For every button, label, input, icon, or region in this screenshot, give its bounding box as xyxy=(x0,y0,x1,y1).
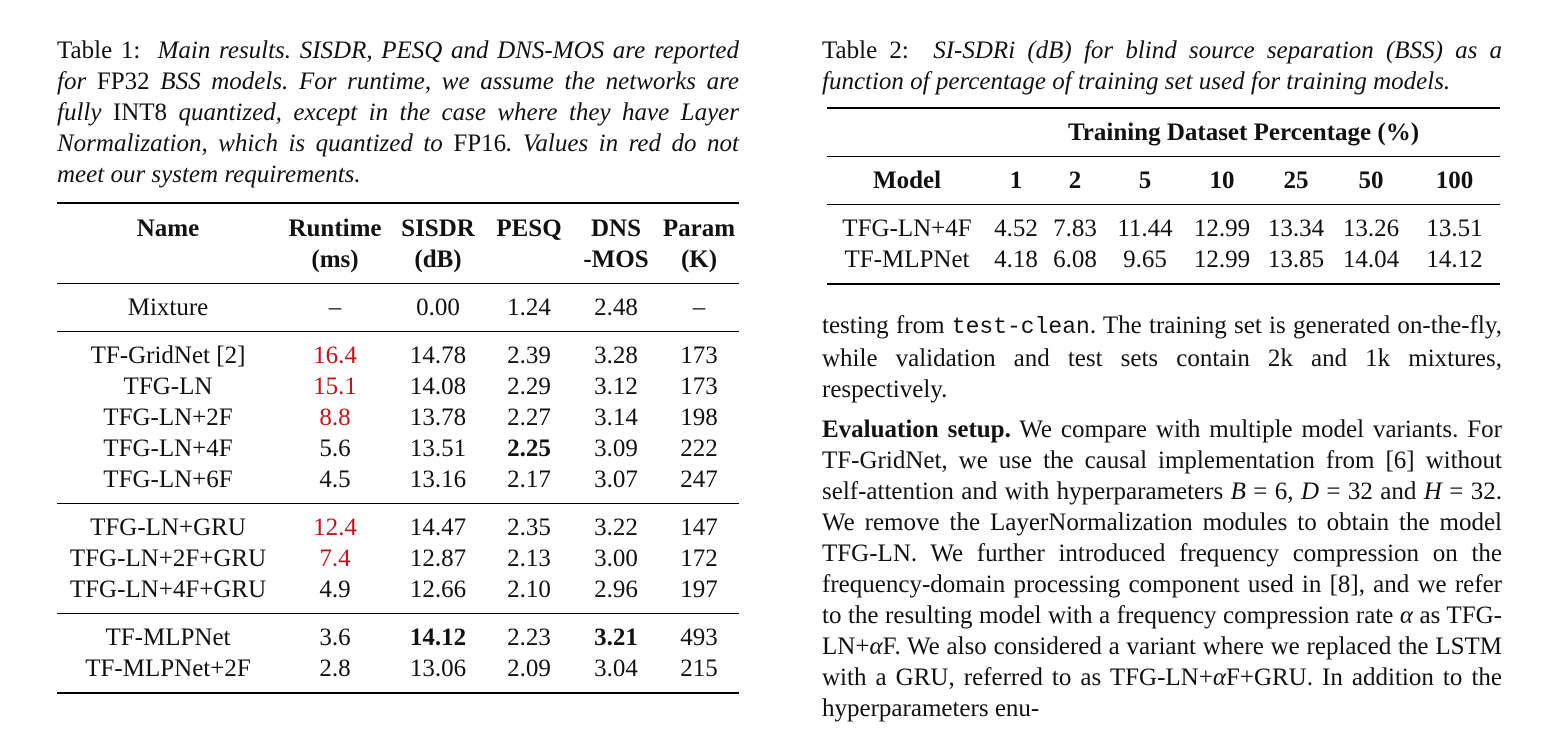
body-text xyxy=(822,310,1502,733)
cell-runtime: 12.4 xyxy=(313,514,357,541)
cell-sisdr: 14.08 xyxy=(409,373,467,400)
cell-pesq: 2.17 xyxy=(507,466,551,493)
table2-col-header: 2 xyxy=(1068,167,1082,194)
evaluation-setup-heading: Evaluation setup. xyxy=(822,416,1011,443)
cell-pesq: 2.27 xyxy=(507,404,551,431)
table-row xyxy=(57,543,739,574)
cell-param: 173 xyxy=(680,373,718,400)
cell-sisdr: 14.12 xyxy=(409,624,467,651)
right-column xyxy=(822,0,1503,722)
cell-dnsmos: 3.09 xyxy=(594,435,638,462)
cell-param: 172 xyxy=(680,545,718,572)
cell-name: TFG-LN+6F xyxy=(103,466,233,493)
cell-runtime: 3.6 xyxy=(319,624,351,651)
cell-value: 12.99 xyxy=(1193,215,1251,242)
table2-col-header: 25 xyxy=(1283,167,1309,194)
cell-name: TFG-LN+4F xyxy=(103,435,233,462)
table-row xyxy=(57,504,739,544)
table2-model-spacer xyxy=(827,108,987,157)
cell-dnsmos: 2.96 xyxy=(594,576,638,603)
cell-param: 197 xyxy=(680,576,718,603)
cell-dnsmos: 3.12 xyxy=(594,373,638,400)
cell-dnsmos: 3.28 xyxy=(594,342,638,369)
cell-runtime: 16.4 xyxy=(313,342,357,369)
cell-value: 12.99 xyxy=(1193,246,1251,273)
cell-dnsmos: 3.22 xyxy=(594,514,638,541)
cell-param: 198 xyxy=(680,404,718,431)
table-row xyxy=(57,614,739,654)
cell-value: 14.04 xyxy=(1342,246,1400,273)
col-header-name: Name xyxy=(136,215,200,242)
cell-runtime: – xyxy=(328,294,342,321)
cell-name: TFG-LN+2F xyxy=(103,404,233,431)
table2-label: Table 2: xyxy=(822,37,909,64)
cell-runtime: 7.4 xyxy=(319,545,351,572)
table2-col-header: 50 xyxy=(1358,167,1384,194)
cell-runtime: 2.8 xyxy=(319,655,351,682)
table-row xyxy=(57,574,739,614)
cell-value: 13.85 xyxy=(1267,246,1325,273)
cell-model: TFG-LN+4F xyxy=(842,215,972,242)
cell-runtime: 4.5 xyxy=(319,466,351,493)
table1-header-row xyxy=(57,203,739,284)
cell-param: 215 xyxy=(680,655,718,682)
table-row xyxy=(57,433,739,464)
body-paragraph-1: testing from test-clean. The training set is generated on-the-fly, while validation and test sets contain 2k and 1k mixtures, respectively. xyxy=(822,312,1502,403)
cell-param: – xyxy=(692,294,706,321)
cell-name: TF-MLPNet+2F xyxy=(85,655,251,682)
table2-col-header: 100 xyxy=(1435,167,1474,194)
cell-sisdr: 12.87 xyxy=(409,545,467,572)
body-paragraph-2: Evaluation setup. We compare with multiple model variants. For TF-GridNet, we use the causal implementation from [6] without self-attention and with hyperparameters B = 6, D = 32 and H = 32. We remove the LayerNormalization modules to obtain the model TFG-LN. We further introduced frequency compression on the frequency-domain processing component used in [8], and we refer to the resulting model with a frequency compression rate α as TFG-LN+αF. We also considered a variant where we replaced the LSTM with a GRU, referred to as TFG-LN+αF+GRU. In addition to the hyperparameters enu- xyxy=(822,416,1502,722)
cell-pesq: 2.35 xyxy=(507,514,551,541)
cell-value: 4.18 xyxy=(994,246,1038,273)
col-header-dnsmos: DNS -MOS xyxy=(583,215,649,273)
table2-model-header: Model xyxy=(872,167,942,194)
cell-param: 493 xyxy=(680,624,718,651)
table2-training-percentage xyxy=(827,107,1500,285)
cell-pesq: 2.23 xyxy=(507,624,551,651)
table-row xyxy=(57,464,739,504)
col-header-pesq: PESQ xyxy=(496,215,562,242)
cell-dnsmos: 3.00 xyxy=(594,545,638,572)
cell-value: 4.52 xyxy=(994,215,1038,242)
cell-name: Mixture xyxy=(127,294,209,321)
cell-sisdr: 13.78 xyxy=(409,404,467,431)
cell-dnsmos: 3.07 xyxy=(594,466,638,493)
cell-param: 147 xyxy=(680,514,718,541)
col-header-sisdr: SISDR (dB) xyxy=(401,215,475,273)
cell-runtime: 5.6 xyxy=(319,435,351,462)
cell-pesq: 2.29 xyxy=(507,373,551,400)
cell-pesq: 2.13 xyxy=(507,545,551,572)
cell-param: 222 xyxy=(680,435,718,462)
table-row xyxy=(57,284,739,332)
cell-value: 6.08 xyxy=(1053,246,1097,273)
cell-dnsmos: 3.14 xyxy=(594,404,638,431)
table2-caption: Table 2: SI-SDRi (dB) for blind source separation (BSS) as a function of percentage of training set used for training models. xyxy=(822,37,1503,95)
table2-col-header: 10 xyxy=(1209,167,1235,194)
cell-name: TFG-LN+4F+GRU xyxy=(69,576,267,603)
cell-runtime: 15.1 xyxy=(313,373,357,400)
table1-main-results xyxy=(57,202,739,694)
table2-span-header-row xyxy=(827,108,1500,157)
cell-value: 13.34 xyxy=(1267,215,1325,242)
code-test-clean: test-clean xyxy=(951,314,1090,340)
table1-label: Table 1: xyxy=(57,37,141,64)
cell-pesq: 2.25 xyxy=(507,435,551,462)
cell-sisdr: 14.47 xyxy=(409,514,467,541)
table-row xyxy=(827,205,1500,245)
cell-value: 13.26 xyxy=(1342,215,1400,242)
left-column xyxy=(57,0,740,682)
cell-param: 173 xyxy=(680,342,718,369)
cell-sisdr: 0.00 xyxy=(416,294,460,321)
table2-header-row xyxy=(827,157,1500,205)
cell-model: TF-MLPNet xyxy=(844,246,970,273)
table-row xyxy=(827,244,1500,284)
cell-dnsmos: 3.21 xyxy=(594,624,638,651)
cell-dnsmos: 2.48 xyxy=(594,294,638,321)
cell-sisdr: 13.51 xyxy=(409,435,467,462)
cell-runtime: 4.9 xyxy=(319,576,351,603)
cell-name: TF-MLPNet xyxy=(105,624,231,651)
table-row xyxy=(57,402,739,433)
cell-pesq: 2.10 xyxy=(507,576,551,603)
cell-value: 11.44 xyxy=(1117,215,1173,242)
table2-col-header: 5 xyxy=(1138,167,1152,194)
cell-sisdr: 14.78 xyxy=(409,342,467,369)
cell-value: 9.65 xyxy=(1123,246,1167,273)
cell-pesq: 1.24 xyxy=(507,294,551,321)
cell-name: TFG-LN+GRU xyxy=(90,514,246,541)
cell-param: 247 xyxy=(680,466,718,493)
cell-sisdr: 12.66 xyxy=(409,576,467,603)
table2-span-header: Training Dataset Percentage (%) xyxy=(987,108,1500,157)
table-row xyxy=(57,653,739,693)
cell-sisdr: 13.06 xyxy=(409,655,467,682)
cell-value: 14.12 xyxy=(1426,246,1483,273)
cell-dnsmos: 3.04 xyxy=(594,655,638,682)
cell-name: TFG-LN+2F+GRU xyxy=(69,545,267,572)
cell-value: 13.51 xyxy=(1426,215,1483,242)
cell-name: TFG-LN xyxy=(123,373,213,400)
table2-col-header: 1 xyxy=(1009,167,1023,194)
table-row xyxy=(57,371,739,402)
cell-pesq: 2.39 xyxy=(507,342,551,369)
col-header-param: Param (K) xyxy=(662,215,736,273)
table-row xyxy=(57,332,739,372)
table1-caption: Table 1: Main results. SISDR, PESQ and DNS-MOS are reported for FP32 BSS models. For runtime, we assume the networks are fully INT8 quantized, except in the case where they have Layer Normalization, which is quantized to FP16. Values in red do not meet our system requirements. xyxy=(57,37,740,188)
cell-value: 7.83 xyxy=(1053,215,1097,242)
cell-name: TF-GridNet [2] xyxy=(90,342,246,369)
cell-sisdr: 13.16 xyxy=(409,466,467,493)
cell-pesq: 2.09 xyxy=(507,655,551,682)
col-header-runtime: Runtime (ms) xyxy=(288,215,382,273)
cell-runtime: 8.8 xyxy=(319,404,351,431)
